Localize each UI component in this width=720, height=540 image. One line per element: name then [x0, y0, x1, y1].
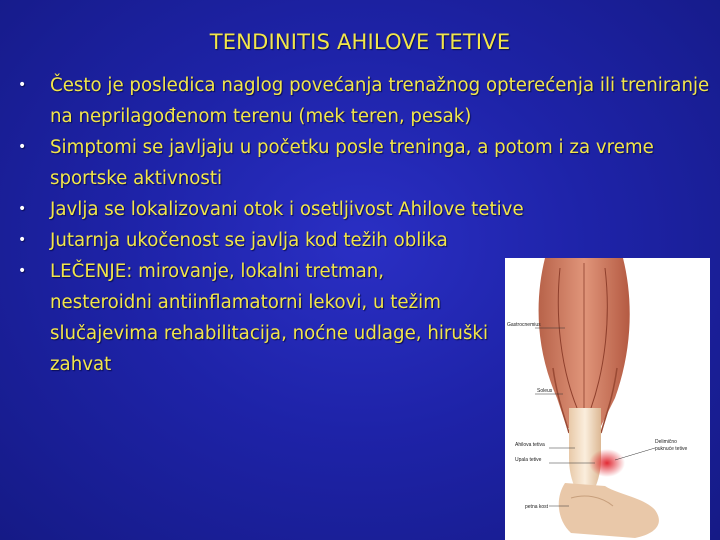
label-gastrocnemius: Gastrocnemius	[507, 322, 541, 328]
slide-title: TENDINITIS AHILOVE TETIVE	[209, 30, 511, 54]
leg-anatomy-drawing	[505, 258, 710, 540]
label-soleus: Soleus	[537, 388, 553, 394]
achilles-anatomy-illustration	[505, 258, 710, 540]
heel-shape	[559, 483, 659, 538]
bullet-item	[18, 70, 718, 132]
bullet-text: Jutarnja ukočenost se javlja kod težih oblika	[50, 230, 448, 251]
bullet-dot-icon: •	[18, 77, 27, 93]
bullet-dot-icon: •	[18, 201, 27, 217]
bullet-item	[18, 132, 718, 194]
label-heel-bone: petna kost	[525, 504, 549, 510]
label-achilles-tendon: Ahilova tetiva	[515, 442, 545, 448]
bullet-dot-icon: •	[18, 263, 27, 279]
bullet-text: Javlja se lokalizovani otok i osetljivost Ahilove tetive	[50, 199, 524, 220]
bullet-text: LEČENJE: mirovanje, lokalni tretman, nesteroidni antiinflamatorni lekovi, u težim slučajevima rehabilitacija, noćne udlage, hiruški zahvat	[50, 261, 489, 375]
label-partial-rupture-2: puknuće tetive	[655, 446, 688, 452]
bullet-item	[18, 225, 718, 256]
bullet-text: Simptomi se javljaju u početku posle treninga, a potom i za vreme sportske aktivnosti	[50, 137, 654, 189]
bullet-dot-icon: •	[18, 232, 27, 248]
bullet-item	[18, 194, 718, 225]
bullet-text: Često je posledica naglog povećanja trenažnog opterećenja ili treniranje na neprilagođenom terenu (mek teren, pesak)	[50, 75, 710, 127]
bullet-item	[18, 256, 490, 380]
bullet-dot-icon: •	[18, 139, 27, 155]
label-tendon-inflammation: Upala tetive	[515, 457, 542, 463]
label-partial-rupture: Delimično	[655, 439, 677, 445]
